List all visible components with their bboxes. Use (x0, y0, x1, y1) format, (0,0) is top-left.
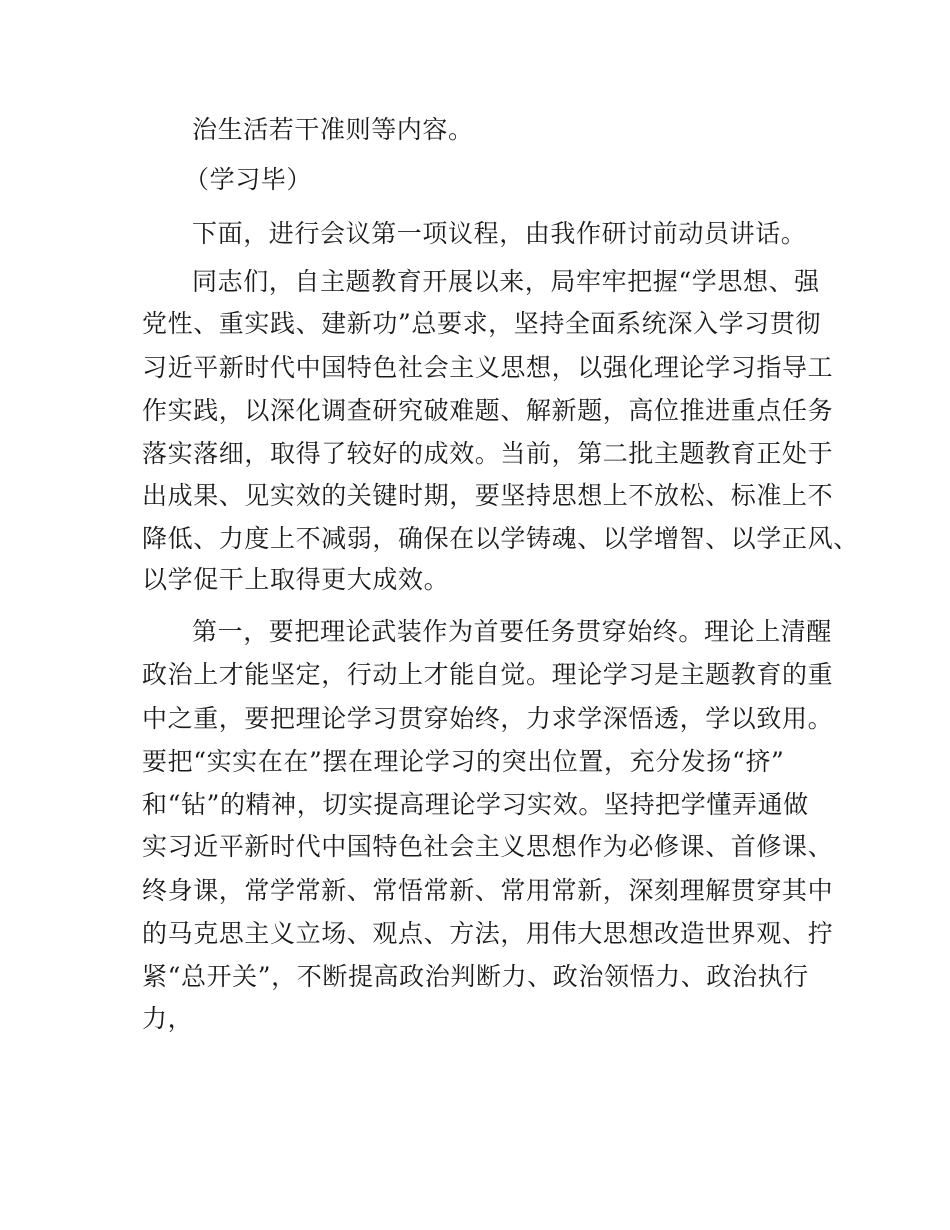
text-line: 政治上才能坚定，行动上才能自觉。理论学习是主题教育的重 (142, 660, 834, 689)
text-line: 的马克思主义立场、观点、方法，用伟大思想改造世界观、拧 (142, 919, 834, 948)
text-line: 实习近平新时代中国特色社会主义思想作为必修课、首修课、 (142, 832, 834, 861)
text-line: 下面，进行会议第一项议程，由我作研讨前动员讲话。 (192, 219, 807, 248)
text-line: 中之重，要把理论学习贯穿始终，力求学深悟透，学以致用。 (142, 704, 834, 733)
text-line: 习近平新时代中国特色社会主义思想，以强化理论学习指导工 (142, 353, 834, 382)
text-line: 治生活若干准则等内容。 (192, 115, 474, 144)
text-line: 和“钻”的精神，切实提高理论学习实效。坚持把学懂弄通做 (142, 790, 809, 819)
text-line: 以学促干上取得更大成效。 (142, 565, 450, 594)
text-line: 紧“总开关”，不断提高政治判断力、政治领悟力、政治执行 (142, 962, 809, 991)
text-line: 降低、力度上不减弱，确保在以学铸魂、以学增智、以学正风、 (142, 524, 859, 553)
text-line: 落实落细，取得了较好的成效。当前，第二批主题教育正处于 (142, 439, 834, 468)
text-line: 同志们，自主题教育开展以来，局牢牢把握“学思想、强 (192, 267, 820, 296)
text-line: 出成果、见实效的关键时期，要坚持思想上不放松、标准上不 (142, 481, 834, 510)
text-line: 要把“实实在在”摆在理论学习的突出位置，充分发扬“挤” (142, 747, 785, 776)
text-line: 力， (142, 1004, 194, 1033)
text-line: 党性、重实践、建新功”总要求，坚持全面系统深入学习贯彻 (142, 309, 821, 338)
text-line: （学习毕） (184, 165, 313, 194)
text-line: 作实践，以深化调查研究破难题、解新题，高位推进重点任务 (142, 396, 834, 425)
text-line: 终身课，常学常新、常悟常新、常用常新，深刻理解贯穿其中 (142, 876, 834, 905)
text-line: 第一，要把理论武装作为首要任务贯穿始终。理论上清醒 (192, 617, 833, 646)
